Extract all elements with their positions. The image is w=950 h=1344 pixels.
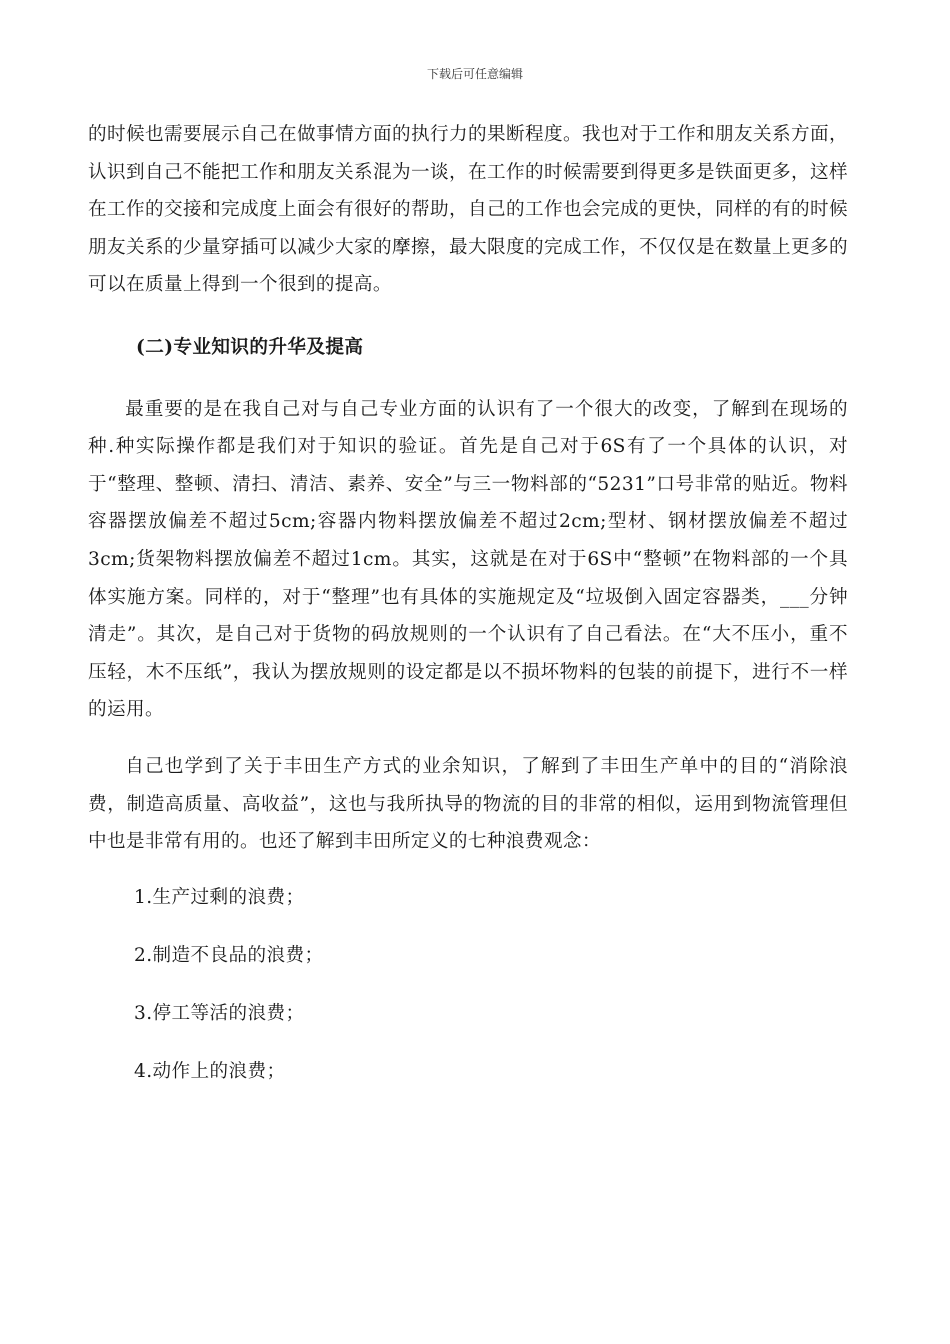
page-header-note: 下载后可任意编辑 <box>426 67 523 81</box>
list-item: 3.停工等活的浪费； <box>134 1002 305 1024</box>
list-item: 4.动作上的浪费； <box>134 1060 286 1082</box>
paragraph-professional-knowledge: 最重要的是在我自己对与自己专业方面的认识有了一个很大的改变，了解到在现场的种.种实际操作都是我们对于知识的验证。首先是自己对于6S有了一个具体的认识，对于“整理、整顿、清扫、清洁、素养、安全”与三一物料部的“5231”口号非常的贴近。物料容器摆放偏差不超过5cm;容器内物料摆放偏差不超过2cm;型材、钢材摆放偏差不超过3cm;货架物料摆放偏差不超过1cm。其实，这就是在对于6S中“整顿”在物料部的一个具体实施方案。同样的，对于“整理”也有具体的实施规定及“垃圾倒入固定容器类，___分钟清走”。其次，是自己对于货物的码放规则的一个认识有了自己看法。在“大不压小，重不压轻，木不压纸”，我认为摆放规则的设定都是以不损坏物料的包装的前提下，进行不一样的运用。 <box>88 398 848 721</box>
document-body <box>88 116 848 1111</box>
list-item: 1.生产过剩的浪费； <box>134 886 305 908</box>
paragraph-toyota-production: 自己也学到了关于丰田生产方式的业余知识，了解到了丰田生产单中的目的“消除浪费，制造高质量、高收益”，这也与我所执导的物流的目的非常的相似，运用到物流管理但中也是非常有用的。也还了解到丰田所定义的七种浪费观念： <box>88 755 848 853</box>
paragraph-work-relationships: 的时候也需要展示自己在做事情方面的执行力的果断程度。我也对于工作和朋友关系方面，认识到自己不能把工作和朋友关系混为一谈，在工作的时候需要到得更多是铁面更多，这样在工作的交接和完成度上面会有很好的帮助，自己的工作也会完成的更快，同样的有的时候朋友关系的少量穿插可以减少大家的摩擦，最大限度的完成工作，不仅仅是在数量上更多的可以在质量上得到一个很到的提高。 <box>88 124 848 296</box>
section-heading: (二)专业知识的升华及提高 <box>136 336 364 358</box>
list-item: 2.制造不良品的浪费； <box>134 944 324 966</box>
